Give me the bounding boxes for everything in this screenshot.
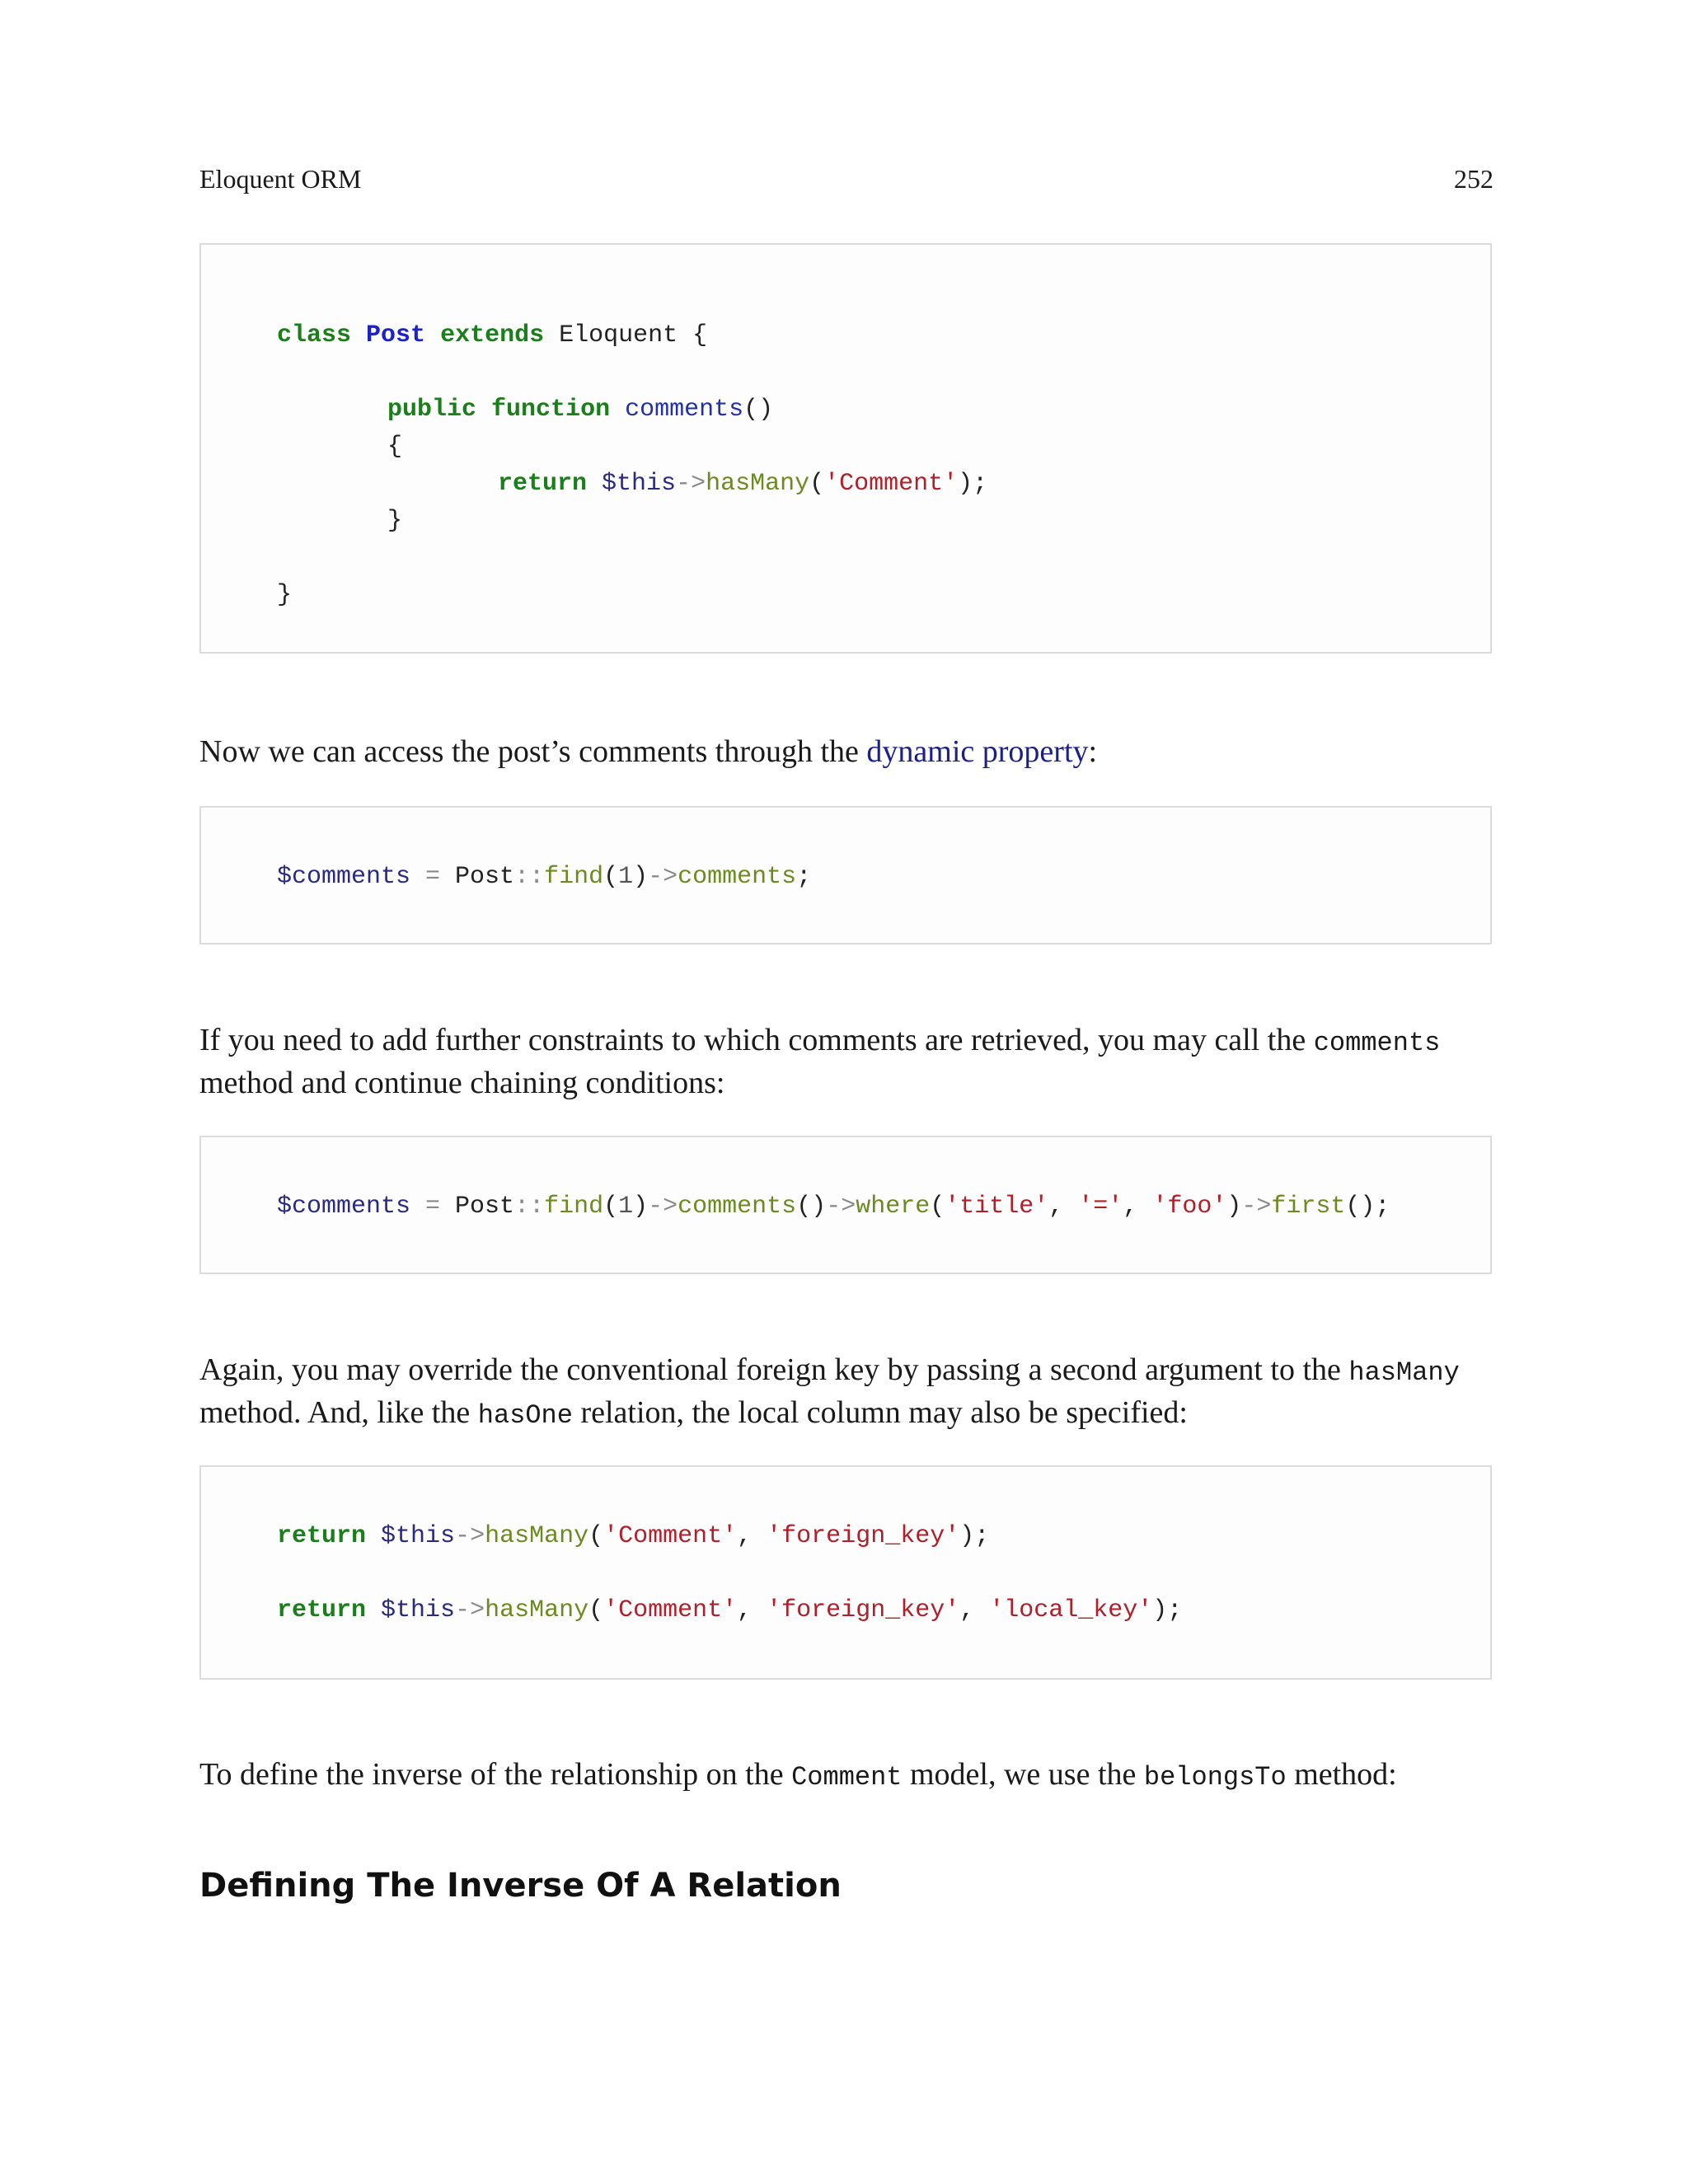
paragraph-inverse: To define the inverse of the relationship on the Comment model, we use the belongsTo method:: [199, 1757, 1397, 1793]
code-line: }: [387, 507, 403, 535]
code-block-find-comments: [199, 806, 1492, 944]
code-block-has-many-keys: [199, 1465, 1492, 1680]
code-line: $comments = Post::find(1)->comments;: [277, 863, 812, 891]
code-line: return $this->hasMany('Comment', 'foreign_key');: [277, 1522, 990, 1550]
code-line: public function comments(): [387, 396, 774, 424]
code-line: return $this->hasMany('Comment');: [498, 470, 988, 498]
code-line: class Post extends Eloquent {: [277, 321, 708, 349]
paragraph-constraints: If you need to add further constraints to which comments are retrieved, you may call the comments method and continue chaining conditions:: [199, 1023, 1441, 1100]
paragraph-dynamic-property: Now we can access the post’s comments through the dynamic property:: [199, 734, 1098, 769]
inline-code: hasOne: [477, 1400, 573, 1431]
running-header: [199, 161, 1493, 197]
code-line: {: [387, 433, 403, 461]
inline-code: hasMany: [1348, 1357, 1460, 1388]
chapter-title: Eloquent ORM: [199, 164, 362, 194]
code-block-where-first: [199, 1136, 1492, 1274]
code-line: }: [277, 581, 293, 609]
code-block-post-class: [199, 243, 1492, 654]
inline-code: Comment: [791, 1762, 903, 1793]
code-line: $comments = Post::find(1)->comments()->where('title', '=', 'foo')->first();: [277, 1193, 1390, 1221]
section-heading: Defining The Inverse Of A Relation: [199, 1867, 842, 1905]
inline-code: comments: [1313, 1028, 1441, 1058]
code-line: return $this->hasMany('Comment', 'foreign_key', 'local_key');: [277, 1596, 1183, 1624]
paragraph-foreign-key: Again, you may override the conventional foreign key by passing a second argument to the hasMany method. And, like the hasOne relation, the local column may also be specified:: [199, 1352, 1460, 1431]
dynamic-property-link[interactable]: dynamic property: [866, 734, 1089, 769]
inline-code: belongsTo: [1143, 1762, 1287, 1793]
page-number: 252: [1454, 164, 1493, 194]
